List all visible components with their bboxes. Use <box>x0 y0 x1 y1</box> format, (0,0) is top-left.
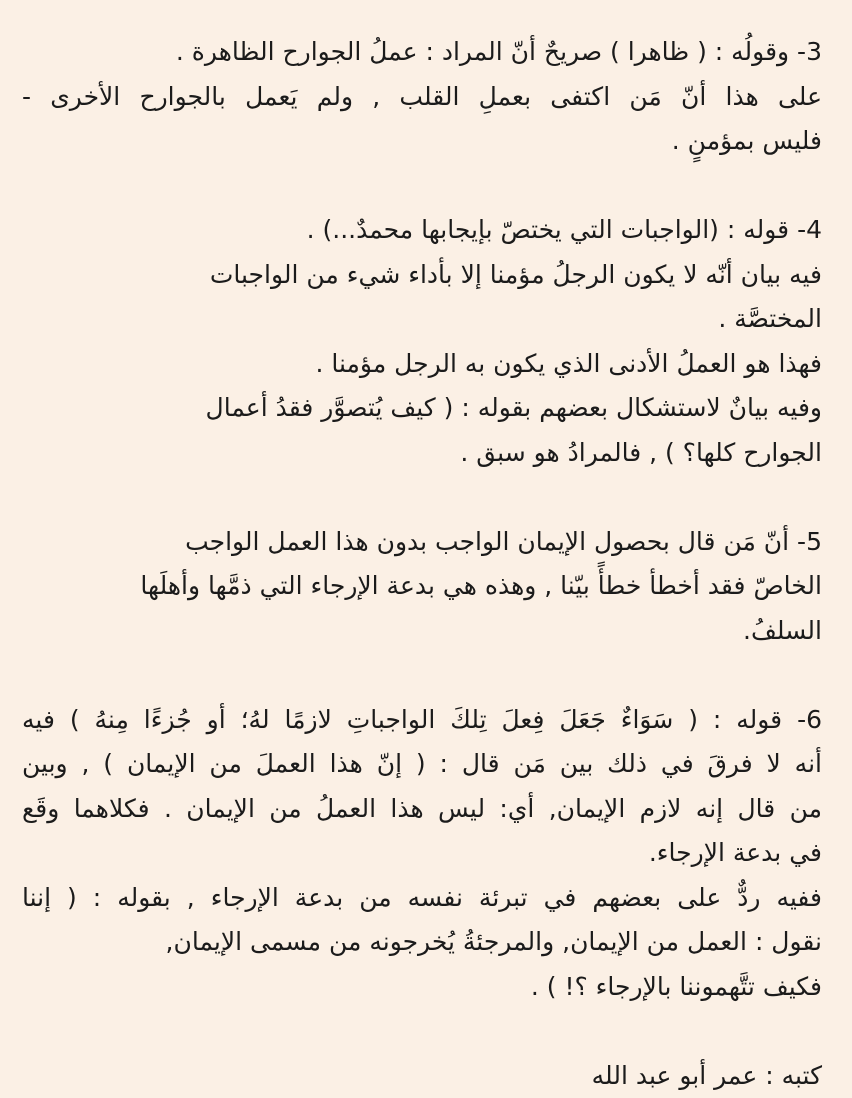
point-5 <box>22 520 822 654</box>
point-5-line-1: 5- أنّ مَن قال بحصول الإيمان الواجب بدون هذا العمل الواجب <box>22 520 822 565</box>
paragraph-gap <box>22 164 822 209</box>
point-3-line-2: على هذا أنّ مَن اكتفى بعملِ القلب , ولم يَعمل بالجوارح الأخرى - <box>22 75 822 120</box>
point-4-line-1: 4- قوله : (الواجبات التي يختصّ بإيجابها محمدٌ...) . <box>22 208 822 253</box>
point-4 <box>22 208 822 475</box>
point-5-line-3: السلفُ. <box>22 609 822 654</box>
point-3 <box>22 30 822 164</box>
signature: كتبه : عمر أبو عبد الله <box>22 1054 822 1098</box>
paragraph-gap <box>22 1009 822 1054</box>
point-6-line-6: نقول : العمل من الإيمان, والمرجئةُ يُخرجونه من مسمى الإيمان, <box>22 920 822 965</box>
point-4-line-6: الجوارح كلها؟ ) , فالمرادُ هو سبق . <box>22 431 822 476</box>
point-3-line-3: فليس بمؤمنٍ . <box>22 119 822 164</box>
point-6-line-2: أنه لا فرقَ في ذلك بين مَن قال : ( إنّ هذا العملَ من الإيمان ) , وبين <box>22 742 822 787</box>
point-6-line-7: فكيف تتَّهموننا بالإرجاء ؟! ) . <box>22 965 822 1010</box>
point-4-line-3: المختصَّة . <box>22 297 822 342</box>
point-4-line-4: فهذا هو العملُ الأدنى الذي يكون به الرجل مؤمنا . <box>22 342 822 387</box>
point-6-line-1: 6- قوله : ( سَوَاءٌ جَعَلَ فِعلَ تِلكَ الواجباتِ لازمًا لهُ؛ أو جُزءًا مِنهُ ) فيه <box>22 698 822 743</box>
point-6-line-3: من قال إنه لازم الإيمان, أي: ليس هذا العملُ من الإيمان . فكلاهما وقَع <box>22 787 822 832</box>
point-6-line-5: ففيه ردٌّ على بعضهم في تبرئة نفسه من بدعة الإرجاء , بقوله : ( إننا <box>22 876 822 921</box>
point-5-line-2: الخاصّ فقد أخطأ خطأً بيّنا , وهذه هي بدعة الإرجاء التي ذمَّها وأهلَها <box>22 564 822 609</box>
point-4-line-5: وفيه بيانٌ لاستشكال بعضهم بقوله : ( كيف يُتصوَّر فقدُ أعمال <box>22 386 822 431</box>
point-3-line-1: 3- وقولُه : ( ظاهرا ) صريحٌ أنّ المراد : عملُ الجوارح الظاهرة . <box>22 30 822 75</box>
point-6 <box>22 698 822 1010</box>
point-4-line-2: فيه بيان أنّه لا يكون الرجلُ مؤمنا إلا بأداء شيء من الواجبات <box>22 253 822 298</box>
paragraph-gap <box>22 475 822 520</box>
point-6-line-4: في بدعة الإرجاء. <box>22 831 822 876</box>
paragraph-gap <box>22 653 822 698</box>
article-body <box>22 30 822 1098</box>
